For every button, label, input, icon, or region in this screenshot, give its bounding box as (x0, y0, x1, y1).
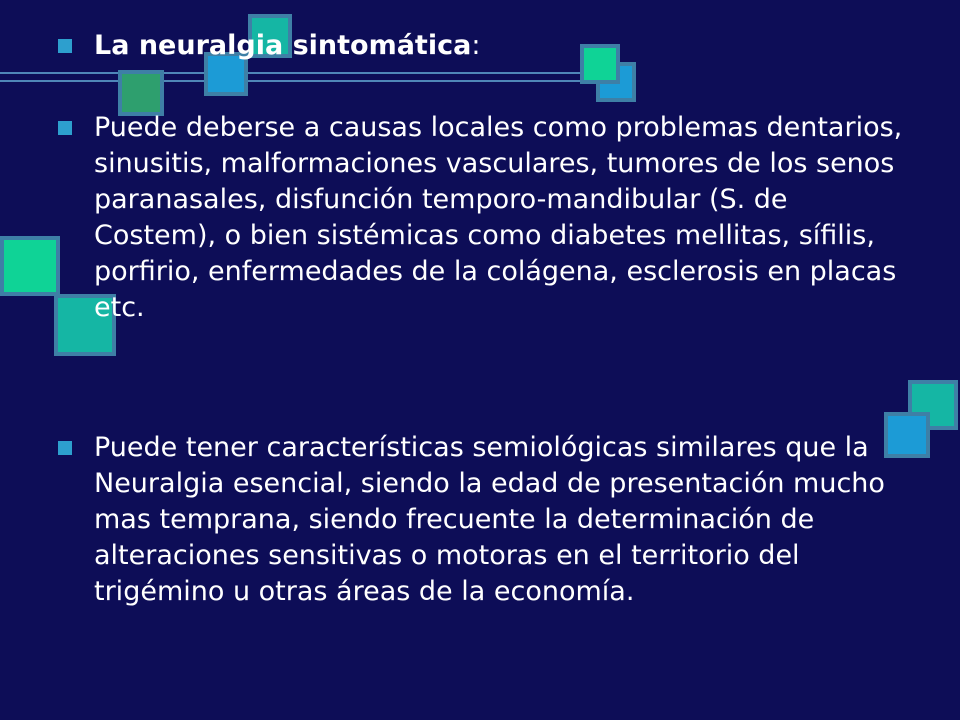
bullet-marker (58, 121, 72, 135)
bullet-paragraph-2 (58, 430, 918, 610)
bullet-marker (58, 441, 72, 455)
bullet-paragraph-1 (58, 110, 918, 326)
paragraph-2-text: Puede tener características semiológicas similares que la Neuralgia esencial, siendo la edad de presentación mucho mas temprana, siendo frecuente la determinación de alteraciones sensitivas o motoras en el territorio del trigémino u otras áreas de la economía. (94, 432, 885, 607)
bullet-marker (58, 39, 72, 53)
paragraph-1-text: Puede deberse a causas locales como problemas dentarios, sinusitis, malformaciones vasculares, tumores de los senos paranasales, disfunción temporo-mandibular (S. de Costem), o bien sistémicas como diabetes mellitas, sífilis, porfirio, enfermedades de la colágena, esclerosis en placas etc. (94, 112, 903, 323)
slide-content (58, 28, 918, 610)
title-bullet (58, 28, 918, 64)
slide-title: La neuralgia sintomática (94, 30, 472, 61)
title-colon: : (471, 30, 481, 61)
decorative-square (0, 236, 60, 296)
